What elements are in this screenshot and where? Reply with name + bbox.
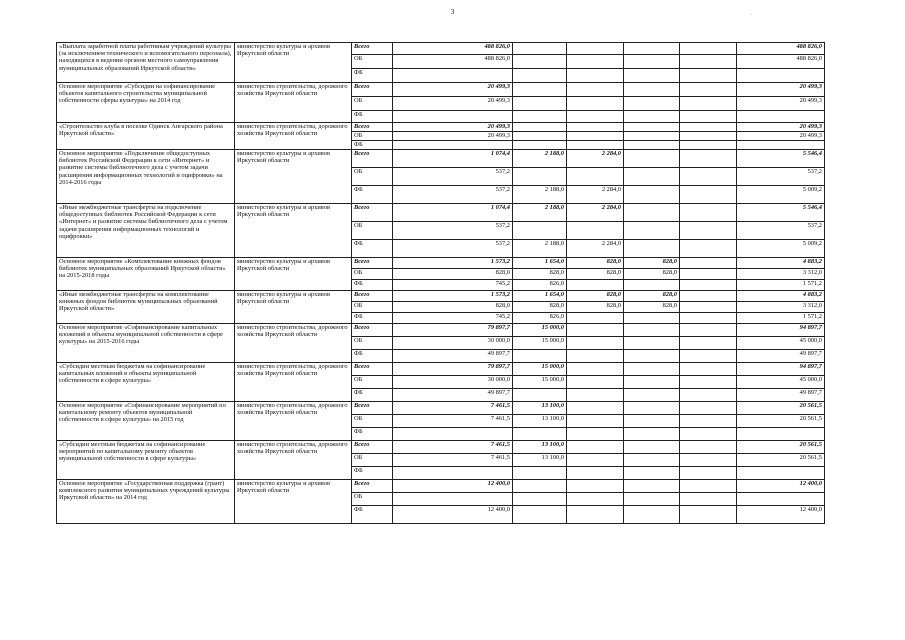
value-cell: 488 826,0 [737, 43, 825, 55]
value-cell [680, 493, 737, 506]
value-cell [680, 55, 737, 69]
value-cell [624, 402, 680, 415]
value-cell: 15 000,0 [513, 324, 567, 337]
value-cell: 49 897,7 [737, 389, 825, 402]
executor-name: министерство культуры и архивов Иркутской области [235, 204, 352, 258]
value-cell [624, 69, 680, 83]
table-row [57, 441, 825, 454]
measure-name: «Субсидии местным бюджетам на софинансирование мероприятий по капитальному ремонту объектов муниципальной собственности в сфере культуры» [57, 441, 235, 480]
value-cell [624, 240, 680, 258]
value-cell: 12 400,0 [737, 480, 825, 493]
value-cell: 20 499,3 [737, 132, 825, 141]
value-cell [393, 428, 513, 441]
value-cell: 20 499,3 [737, 97, 825, 111]
value-cell [624, 428, 680, 441]
value-cell [567, 222, 624, 240]
value-cell: 1 654,0 [513, 258, 567, 269]
table-row [57, 258, 825, 269]
value-cell: 537,2 [737, 222, 825, 240]
value-cell [624, 376, 680, 389]
value-cell [513, 506, 567, 524]
source-label: ФБ [352, 467, 393, 480]
value-cell [513, 467, 567, 480]
value-cell: 2 284,0 [567, 186, 624, 204]
value-cell: 1 074,4 [393, 150, 513, 168]
value-cell: 49 897,7 [393, 350, 513, 363]
value-cell [624, 313, 680, 324]
value-cell [624, 493, 680, 506]
value-cell: 1 571,2 [737, 280, 825, 291]
value-cell: 828,0 [393, 269, 513, 280]
value-cell [680, 350, 737, 363]
source-label: ОБ [352, 415, 393, 428]
measure-name: Основное мероприятие «Комплектование книжных фондов библиотек муниципальных образований Иркутской области» на 2015-2018 годы [57, 258, 235, 291]
value-cell [567, 69, 624, 83]
value-cell [680, 402, 737, 415]
source-label: ОБ [352, 132, 393, 141]
source-label: Всего [352, 363, 393, 376]
value-cell [513, 168, 567, 186]
value-cell: 7 461,5 [393, 454, 513, 467]
source-label: ФБ [352, 141, 393, 150]
value-cell [737, 69, 825, 83]
value-cell [624, 363, 680, 376]
value-cell [680, 376, 737, 389]
value-cell: 20 499,3 [393, 83, 513, 97]
executor-name: министерство культуры и архивов Иркутской области [235, 258, 352, 291]
value-cell [624, 222, 680, 240]
source-label: ФБ [352, 506, 393, 524]
value-cell [680, 258, 737, 269]
value-cell [680, 186, 737, 204]
table-row [57, 123, 825, 132]
value-cell [513, 69, 567, 83]
value-cell: 2 188,0 [513, 186, 567, 204]
value-cell [737, 493, 825, 506]
executor-name: министерство строительства, дорожного хозяйства Иркутской области [235, 324, 352, 363]
value-cell: 3 312,0 [737, 269, 825, 280]
value-cell [680, 337, 737, 350]
source-label: ОБ [352, 168, 393, 186]
table-row [57, 83, 825, 97]
value-cell: 49 897,7 [737, 350, 825, 363]
value-cell [393, 141, 513, 150]
value-cell: 1 654,0 [513, 291, 567, 302]
value-cell [680, 204, 737, 222]
value-cell [680, 69, 737, 83]
value-cell [513, 493, 567, 506]
value-cell [567, 111, 624, 123]
measure-name: «Субсидии местным бюджетам на софинансирование капитальных вложений в объекты муниципальной собственности в сфере культуры» [57, 363, 235, 402]
value-cell [567, 467, 624, 480]
value-cell [567, 83, 624, 97]
value-cell: 7 461,5 [393, 415, 513, 428]
value-cell [513, 141, 567, 150]
value-cell: 20 561,5 [737, 441, 825, 454]
value-cell: 12 400,0 [393, 506, 513, 524]
source-label: ФБ [352, 428, 393, 441]
value-cell [680, 313, 737, 324]
table-row [57, 150, 825, 168]
value-cell: 2 188,0 [513, 240, 567, 258]
value-cell [680, 363, 737, 376]
value-cell [624, 454, 680, 467]
measure-name: «Строительство клуба в поселке Одинск Ангарского района Иркутской области» [57, 123, 235, 150]
value-cell: 5 009,2 [737, 240, 825, 258]
value-cell [567, 480, 624, 493]
measure-name: Основное мероприятие «Подключение общедоступных библиотек Российской Федерации к сети «Интернет» и развитие системы библиотечного дела с учетом задачи расширения информационных технологий и оцифровки» на 2014-2016 годы [57, 150, 235, 204]
value-cell [567, 123, 624, 132]
value-cell [624, 480, 680, 493]
value-cell: 7 461,5 [393, 402, 513, 415]
value-cell: 20 499,3 [393, 123, 513, 132]
source-label: ФБ [352, 280, 393, 291]
value-cell [680, 141, 737, 150]
value-cell [624, 123, 680, 132]
value-cell [737, 141, 825, 150]
value-cell: 12 400,0 [393, 480, 513, 493]
measure-name: «Иные межбюджетные трансферты на подключение общедоступных библиотек Российской Федерации к сети «Интернет» и развитие системы библиотечного дела с учетом задачи расширения информационных технологий и оцифровки» [57, 204, 235, 258]
value-cell [680, 441, 737, 454]
value-cell: 828,0 [513, 269, 567, 280]
source-label: Всего [352, 480, 393, 493]
value-cell [513, 55, 567, 69]
value-cell [393, 493, 513, 506]
value-cell: 745,2 [393, 280, 513, 291]
value-cell [513, 43, 567, 55]
source-label: Всего [352, 83, 393, 97]
value-cell [513, 123, 567, 132]
source-label: ОБ [352, 376, 393, 389]
source-label: ФБ [352, 389, 393, 402]
value-cell [680, 506, 737, 524]
value-cell [624, 111, 680, 123]
value-cell [680, 389, 737, 402]
value-cell [567, 428, 624, 441]
value-cell [680, 222, 737, 240]
value-cell [567, 43, 624, 55]
value-cell [513, 480, 567, 493]
executor-name: министерство культуры и архивов Иркутской области [235, 291, 352, 324]
value-cell: 488 826,0 [737, 55, 825, 69]
value-cell: 20 499,3 [393, 132, 513, 141]
value-cell [737, 428, 825, 441]
value-cell: 828,0 [567, 258, 624, 269]
source-label: ФБ [352, 313, 393, 324]
value-cell: 4 883,2 [737, 291, 825, 302]
value-cell [567, 337, 624, 350]
value-cell [624, 415, 680, 428]
value-cell [624, 83, 680, 97]
value-cell [680, 168, 737, 186]
value-cell [624, 324, 680, 337]
executor-name: министерство культуры и архивов Иркутской области [235, 480, 352, 524]
value-cell [513, 132, 567, 141]
value-cell: 5 546,4 [737, 150, 825, 168]
table-row [57, 363, 825, 376]
value-cell [513, 222, 567, 240]
value-cell: 828,0 [567, 291, 624, 302]
value-cell [680, 43, 737, 55]
measure-name: «Иные межбюджетные трансферты на комплектование книжных фондов библиотек муниципальных образований Иркутской области» [57, 291, 235, 324]
value-cell: 5 546,4 [737, 204, 825, 222]
value-cell [393, 111, 513, 123]
value-cell: 79 897,7 [393, 324, 513, 337]
source-label: ОБ [352, 454, 393, 467]
value-cell: 7 461,5 [393, 441, 513, 454]
value-cell: 488 826,0 [393, 55, 513, 69]
source-label: ФБ [352, 186, 393, 204]
value-cell [513, 350, 567, 363]
value-cell [624, 97, 680, 111]
value-cell [680, 428, 737, 441]
source-label: ОБ [352, 337, 393, 350]
measure-name: Основное мероприятие «Государственная поддержка (грант) комплексного развития муниципальных учреждений культуры Иркутской области» на 2014 год [57, 480, 235, 524]
value-cell: 45 000,0 [737, 376, 825, 389]
value-cell: 20 499,3 [737, 123, 825, 132]
value-cell [680, 280, 737, 291]
value-cell: 537,2 [393, 168, 513, 186]
value-cell [624, 141, 680, 150]
value-cell [513, 111, 567, 123]
value-cell [680, 132, 737, 141]
source-label: Всего [352, 123, 393, 132]
value-cell [567, 415, 624, 428]
value-cell: 3 312,0 [737, 302, 825, 313]
value-cell: 5 009,2 [737, 186, 825, 204]
value-cell [680, 480, 737, 493]
value-cell: 12 400,0 [737, 506, 825, 524]
scan-mark: · [750, 12, 752, 18]
value-cell: 4 883,2 [737, 258, 825, 269]
value-cell: 1 074,4 [393, 204, 513, 222]
table-row [57, 43, 825, 55]
value-cell: 537,2 [393, 186, 513, 204]
value-cell [513, 428, 567, 441]
value-cell: 2 188,0 [513, 204, 567, 222]
value-cell [680, 123, 737, 132]
value-cell: 2 188,0 [513, 150, 567, 168]
value-cell: 537,2 [393, 240, 513, 258]
value-cell [513, 83, 567, 97]
value-cell [624, 280, 680, 291]
value-cell [680, 150, 737, 168]
value-cell: 828,0 [624, 269, 680, 280]
value-cell [624, 337, 680, 350]
value-cell: 94 897,7 [737, 363, 825, 376]
executor-name: министерство строительства, дорожного хозяйства Иркутской области [235, 83, 352, 123]
value-cell: 828,0 [567, 269, 624, 280]
value-cell: 20 561,5 [737, 415, 825, 428]
value-cell [624, 389, 680, 402]
executor-name: министерство строительства, дорожного хозяйства Иркутской области [235, 363, 352, 402]
source-label: ОБ [352, 493, 393, 506]
source-label: Всего [352, 324, 393, 337]
value-cell [567, 402, 624, 415]
value-cell [624, 506, 680, 524]
source-label: ОБ [352, 97, 393, 111]
value-cell [567, 97, 624, 111]
source-label: Всего [352, 291, 393, 302]
value-cell: 13 100,0 [513, 441, 567, 454]
executor-name: министерство строительства, дорожного хозяйства Иркутской области [235, 441, 352, 480]
value-cell: 2 284,0 [567, 240, 624, 258]
value-cell: 828,0 [567, 302, 624, 313]
executor-name: министерство культуры и архивов Иркутской области [235, 43, 352, 83]
value-cell: 1 573,2 [393, 258, 513, 269]
value-cell [567, 441, 624, 454]
value-cell: 13 100,0 [513, 402, 567, 415]
table-body [57, 43, 825, 524]
source-label: ФБ [352, 240, 393, 258]
value-cell: 15 000,0 [513, 363, 567, 376]
page-number: 3 [450, 8, 455, 16]
value-cell: 828,0 [624, 291, 680, 302]
value-cell [567, 280, 624, 291]
measure-name: Основное мероприятие «Субсидии на софинансирование объектов капитального строительства муниципальной собственности сферы культуры» на 2014 год [57, 83, 235, 123]
value-cell [680, 97, 737, 111]
value-cell [567, 454, 624, 467]
value-cell: 828,0 [393, 302, 513, 313]
value-cell [624, 204, 680, 222]
value-cell [624, 467, 680, 480]
value-cell [680, 111, 737, 123]
value-cell: 1 571,2 [737, 313, 825, 324]
value-cell: 2 284,0 [567, 150, 624, 168]
value-cell [680, 302, 737, 313]
value-cell [393, 467, 513, 480]
value-cell [680, 454, 737, 467]
value-cell [567, 350, 624, 363]
executor-name: министерство строительства, дорожного хозяйства Иркутской области [235, 123, 352, 150]
value-cell: 488 826,0 [393, 43, 513, 55]
value-cell: 30 000,0 [393, 337, 513, 350]
value-cell [393, 69, 513, 83]
value-cell [680, 467, 737, 480]
source-label: Всего [352, 150, 393, 168]
value-cell: 20 561,5 [737, 402, 825, 415]
source-label: ОБ [352, 55, 393, 69]
value-cell [567, 168, 624, 186]
value-cell [567, 363, 624, 376]
source-label: Всего [352, 441, 393, 454]
source-label: ФБ [352, 111, 393, 123]
value-cell [624, 132, 680, 141]
value-cell [680, 324, 737, 337]
value-cell [513, 97, 567, 111]
value-cell: 30 000,0 [393, 376, 513, 389]
value-cell [567, 389, 624, 402]
source-label: Всего [352, 204, 393, 222]
source-label: ФБ [352, 350, 393, 363]
value-cell [624, 350, 680, 363]
source-label: Всего [352, 258, 393, 269]
value-cell: 79 897,7 [393, 363, 513, 376]
value-cell: 94 897,7 [737, 324, 825, 337]
value-cell: 20 561,5 [737, 454, 825, 467]
value-cell: 828,0 [624, 258, 680, 269]
table-row [57, 402, 825, 415]
value-cell: 49 897,7 [393, 389, 513, 402]
value-cell: 13 100,0 [513, 454, 567, 467]
value-cell [624, 150, 680, 168]
value-cell [737, 467, 825, 480]
executor-name: министерство культуры и архивов Иркутской области [235, 150, 352, 204]
value-cell [567, 493, 624, 506]
value-cell: 45 000,0 [737, 337, 825, 350]
value-cell [737, 111, 825, 123]
value-cell [567, 506, 624, 524]
value-cell: 828,0 [624, 302, 680, 313]
value-cell: 537,2 [393, 222, 513, 240]
value-cell [567, 313, 624, 324]
table-row [57, 324, 825, 337]
value-cell [624, 55, 680, 69]
source-label: ОБ [352, 222, 393, 240]
table-row [57, 291, 825, 302]
value-cell [567, 376, 624, 389]
table-row [57, 480, 825, 493]
source-label: Всего [352, 402, 393, 415]
value-cell: 826,0 [513, 313, 567, 324]
measure-name: «Выплата заработной платы работникам учреждений культуры (за исключением технического и вспомогательного персонала), находящихся в ведении органов местного самоуправления муниципальных образований Иркутской области» [57, 43, 235, 83]
table-row [57, 204, 825, 222]
value-cell: 13 100,0 [513, 415, 567, 428]
value-cell [567, 324, 624, 337]
value-cell: 537,2 [737, 168, 825, 186]
value-cell [624, 43, 680, 55]
value-cell [567, 141, 624, 150]
value-cell [513, 389, 567, 402]
source-label: ОБ [352, 302, 393, 313]
value-cell: 745,2 [393, 313, 513, 324]
value-cell: 20 499,3 [393, 97, 513, 111]
source-label: ФБ [352, 69, 393, 83]
value-cell [680, 291, 737, 302]
value-cell: 15 000,0 [513, 337, 567, 350]
value-cell [680, 83, 737, 97]
budget-table [56, 42, 825, 524]
value-cell: 2 284,0 [567, 204, 624, 222]
measure-name: Основное мероприятие «Софинансирование мероприятий по капитальному ремонту объектов муниципальной собственности в сфере культуры» на 2015 год [57, 402, 235, 441]
value-cell [680, 415, 737, 428]
source-label: Всего [352, 43, 393, 55]
value-cell [680, 269, 737, 280]
value-cell: 20 499,3 [737, 83, 825, 97]
value-cell: 15 000,0 [513, 376, 567, 389]
value-cell [567, 132, 624, 141]
value-cell [624, 186, 680, 204]
measure-name: Основное мероприятие «Софинансирование капитальных вложений в объекты муниципальной собственности в сфере культуры» на 2015-2016 годы [57, 324, 235, 363]
executor-name: министерство строительства, дорожного хозяйства Иркутской области [235, 402, 352, 441]
value-cell [567, 55, 624, 69]
value-cell [680, 240, 737, 258]
value-cell [624, 441, 680, 454]
source-label: ОБ [352, 269, 393, 280]
value-cell: 1 573,2 [393, 291, 513, 302]
value-cell: 828,0 [513, 302, 567, 313]
value-cell: 826,0 [513, 280, 567, 291]
value-cell [624, 168, 680, 186]
